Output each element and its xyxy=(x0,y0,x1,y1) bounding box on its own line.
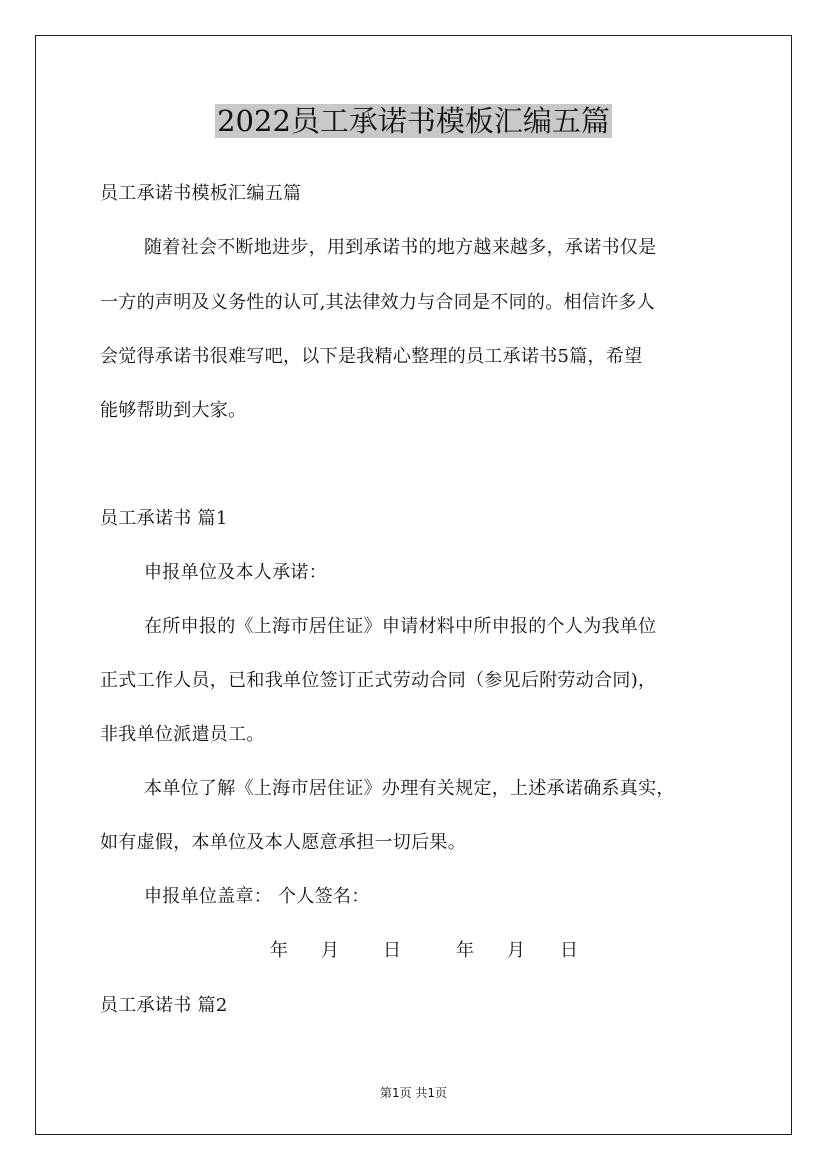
intro-line-3: 会觉得承诺书很难写吧，以下是我精心整理的员工承诺书5篇，希望 xyxy=(100,346,643,367)
date-month-label: 月 xyxy=(507,940,525,961)
section-1-heading: 员工承诺书 篇1 xyxy=(100,508,228,529)
date-day-label: 日 xyxy=(383,940,401,961)
section-1-line-1: 申报单位及本人承诺： xyxy=(144,562,327,583)
intro-line-4: 能够帮助到大家。 xyxy=(100,400,247,421)
date-month-label: 月 xyxy=(321,940,339,961)
signature-line: 申报单位盖章： 个人签名： xyxy=(144,886,370,907)
section-1-line-3: 正式工作人员，已和我单位签订正式劳动合同（参见后附劳动合同)， xyxy=(100,670,657,691)
section-1-line-2: 在所申报的《上海市居住证》申请材料中所申报的个人为我单位 xyxy=(144,616,657,637)
section-1-line-6: 如有虚假，本单位及本人愿意承担一切后果。 xyxy=(100,832,466,853)
intro-line-2: 一方的声明及义务性的认可,其法律效力与合同是不同的。相信许多人 xyxy=(100,292,656,313)
document-title xyxy=(0,100,827,142)
section-1-line-5: 本单位了解《上海市居住证》办理有关规定，上述承诺确系真实， xyxy=(144,778,675,799)
section-2-heading: 员工承诺书 篇2 xyxy=(100,995,228,1016)
date-day-label: 日 xyxy=(560,940,578,961)
intro-line-1: 随着社会不断地进步，用到承诺书的地方越来越多，承诺书仅是 xyxy=(144,237,657,258)
date-year-label: 年 xyxy=(456,940,474,961)
date-year-label: 年 xyxy=(270,940,288,961)
section-1-line-4: 非我单位派遣员工。 xyxy=(100,724,265,745)
document-title-text: 2022员工承诺书模板汇编五篇 xyxy=(217,104,610,138)
page-footer: 第1页 共1页 xyxy=(379,1086,448,1100)
document-subtitle: 员工承诺书模板汇编五篇 xyxy=(100,183,302,204)
